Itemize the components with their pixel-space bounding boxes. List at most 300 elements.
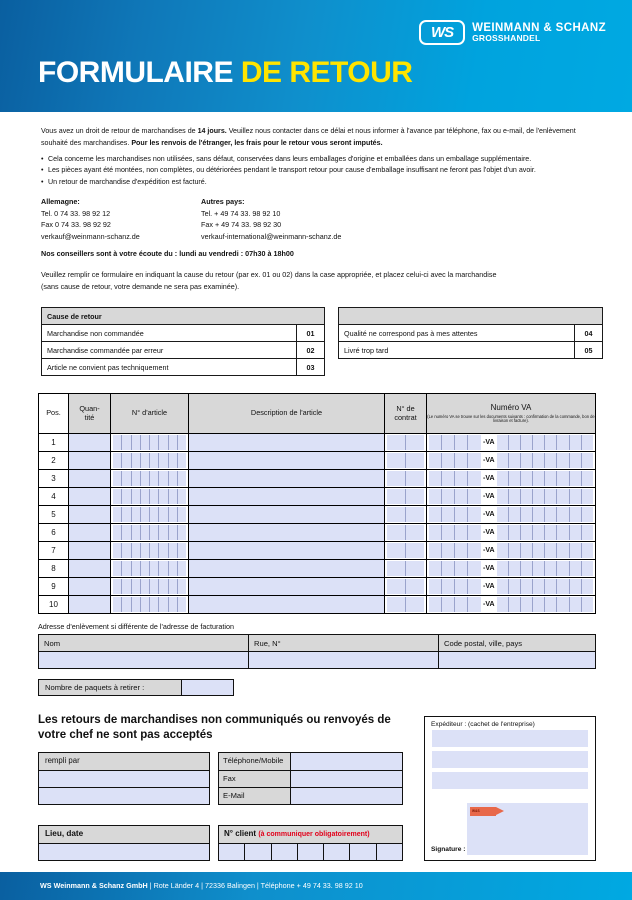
va-separator-label: -VA xyxy=(481,597,497,612)
va-suffix-comb xyxy=(497,507,593,522)
row-position: 7 xyxy=(39,542,69,560)
comb-cell xyxy=(159,579,168,594)
comb-cell xyxy=(169,597,178,612)
comb-cell xyxy=(141,597,150,612)
comb-cell xyxy=(442,471,455,486)
comb-cell xyxy=(468,507,481,522)
comb-cell xyxy=(169,543,178,558)
filled-by-label: rempli par xyxy=(39,753,209,770)
contract-number-field[interactable] xyxy=(385,578,427,596)
comb-cell xyxy=(533,453,545,468)
comb-cell xyxy=(582,507,593,522)
client-number-cell[interactable] xyxy=(298,844,324,860)
comb-cell xyxy=(582,525,593,540)
quantity-field[interactable] xyxy=(69,506,111,524)
comb-cell xyxy=(406,435,424,450)
column-header-pos: Pos. xyxy=(39,394,69,434)
description-field[interactable] xyxy=(189,524,385,542)
article-comb xyxy=(113,507,186,522)
comb-cell xyxy=(497,561,509,576)
comb-cell xyxy=(132,453,141,468)
article-number-field[interactable] xyxy=(111,506,189,524)
description-field[interactable] xyxy=(189,596,385,614)
va-number-field[interactable] xyxy=(427,524,596,542)
contact-germany xyxy=(41,196,201,243)
comb-cell xyxy=(159,597,168,612)
intro-text-2: Veuillez nous contacter dans ce délai et nous informer à l'avance par téléphone, fax ou e-mail, de l'enlèvement souhaité des marchandises. xyxy=(41,127,576,147)
comb-cell xyxy=(545,507,557,522)
table-row xyxy=(39,488,596,506)
row-position: 8 xyxy=(39,560,69,578)
comb-cell xyxy=(159,471,168,486)
va-suffix-comb xyxy=(497,435,593,450)
description-field[interactable] xyxy=(189,470,385,488)
va-number-field[interactable] xyxy=(427,452,596,470)
comb-cell xyxy=(497,471,509,486)
contract-number-field[interactable] xyxy=(385,524,427,542)
comb-cell xyxy=(545,525,557,540)
va-prefix-comb xyxy=(429,507,481,522)
comb-cell xyxy=(132,507,141,522)
description-field[interactable] xyxy=(189,542,385,560)
va-number-field[interactable] xyxy=(427,470,596,488)
contact-block xyxy=(41,196,461,243)
quantity-field[interactable] xyxy=(69,560,111,578)
page-footer xyxy=(0,872,632,900)
stamp-tag-icon xyxy=(470,807,504,816)
comb-cell xyxy=(557,471,569,486)
return-items-table xyxy=(38,393,596,614)
comb-cell xyxy=(582,597,593,612)
comb-cell xyxy=(132,561,141,576)
contract-number-field[interactable] xyxy=(385,452,427,470)
comb-cell xyxy=(557,525,569,540)
comb-cell xyxy=(455,489,468,504)
page-header xyxy=(0,0,632,112)
quantity-field[interactable] xyxy=(69,596,111,614)
comb-cell xyxy=(468,471,481,486)
comb-cell xyxy=(406,579,424,594)
comb-cell xyxy=(159,435,168,450)
comb-cell xyxy=(455,597,468,612)
va-suffix-comb xyxy=(497,489,593,504)
signature-label: Signature : xyxy=(431,846,466,853)
sender-caption: Expéditeur : (cachet de l'entreprise) xyxy=(431,721,535,728)
va-number-field[interactable] xyxy=(427,560,596,578)
comb-cell xyxy=(122,453,131,468)
comb-cell xyxy=(582,453,593,468)
comb-cell xyxy=(455,579,468,594)
comb-cell xyxy=(557,561,569,576)
comb-cell xyxy=(509,471,521,486)
comb-cell xyxy=(141,489,150,504)
article-comb xyxy=(113,453,186,468)
comb-cell xyxy=(468,543,481,558)
description-field[interactable] xyxy=(189,560,385,578)
comb-cell xyxy=(582,435,593,450)
contract-number-field[interactable] xyxy=(385,470,427,488)
comb-cell xyxy=(132,435,141,450)
comb-cell xyxy=(387,561,406,576)
article-number-field[interactable] xyxy=(111,452,189,470)
comb-cell xyxy=(557,543,569,558)
sender-box xyxy=(424,716,596,861)
instructions-line-2: (sans cause de retour, votre demande ne sera pas examinée). xyxy=(41,281,240,291)
comb-cell xyxy=(582,579,593,594)
contact-international-fax: Fax + 49 74 33. 98 92 30 xyxy=(201,220,282,230)
comb-cell xyxy=(429,435,442,450)
article-number-field[interactable] xyxy=(111,470,189,488)
client-number-cell[interactable] xyxy=(272,844,298,860)
va-number-field[interactable] xyxy=(427,578,596,596)
client-number-cell[interactable] xyxy=(377,844,402,860)
article-number-field[interactable] xyxy=(111,578,189,596)
comb-cell xyxy=(533,561,545,576)
place-date-block xyxy=(38,825,210,861)
comb-cell xyxy=(521,525,533,540)
article-number-field[interactable] xyxy=(111,524,189,542)
comb-cell xyxy=(159,489,168,504)
article-comb xyxy=(113,597,186,612)
fax-field[interactable] xyxy=(291,771,402,787)
comb-cell xyxy=(141,507,150,522)
comb-cell xyxy=(141,453,150,468)
sender-field-2[interactable] xyxy=(432,751,588,768)
comb-cell xyxy=(406,507,424,522)
table-row[interactable] xyxy=(42,359,325,376)
name-field[interactable] xyxy=(39,652,249,669)
quantity-field[interactable] xyxy=(69,524,111,542)
row-position: 1 xyxy=(39,434,69,452)
table-row xyxy=(219,787,402,804)
sender-field-1[interactable] xyxy=(432,730,588,747)
row-position: 2 xyxy=(39,452,69,470)
contract-number-field[interactable] xyxy=(385,434,427,452)
contract-number-field[interactable] xyxy=(385,560,427,578)
filled-by-field-1[interactable] xyxy=(39,770,209,787)
comb-cell xyxy=(429,453,442,468)
comb-cell xyxy=(141,435,150,450)
contract-comb xyxy=(387,471,424,486)
quantity-field[interactable] xyxy=(69,470,111,488)
comb-cell xyxy=(178,507,186,522)
column-header-quantity xyxy=(69,394,111,434)
va-prefix-comb xyxy=(429,489,481,504)
quantity-field[interactable] xyxy=(69,542,111,560)
street-field[interactable] xyxy=(249,652,439,669)
comb-cell xyxy=(455,543,468,558)
comb-cell xyxy=(169,489,178,504)
comb-cell xyxy=(533,597,545,612)
cause-code: 05 xyxy=(575,342,603,359)
va-prefix-comb xyxy=(429,579,481,594)
comb-cell xyxy=(509,507,521,522)
comb-cell xyxy=(122,561,131,576)
comb-cell xyxy=(442,435,455,450)
comb-cell xyxy=(570,597,582,612)
table-row xyxy=(39,542,596,560)
comb-cell xyxy=(468,597,481,612)
comb-cell xyxy=(406,543,424,558)
comb-cell xyxy=(169,579,178,594)
table-row[interactable] xyxy=(339,325,603,342)
comb-cell xyxy=(497,597,509,612)
comb-cell xyxy=(570,435,582,450)
comb-cell xyxy=(159,525,168,540)
article-comb xyxy=(113,561,186,576)
list-item xyxy=(41,165,603,176)
client-number-cell[interactable] xyxy=(324,844,350,860)
bullet-dot-icon: • xyxy=(41,155,44,163)
va-suffix-comb xyxy=(497,561,593,576)
comb-cell xyxy=(557,579,569,594)
comb-cell xyxy=(132,525,141,540)
comb-cell xyxy=(570,525,582,540)
table-row[interactable] xyxy=(339,342,603,359)
comb-cell xyxy=(521,471,533,486)
quantity-field[interactable] xyxy=(69,488,111,506)
client-number-cell[interactable] xyxy=(219,844,245,860)
client-number-cell[interactable] xyxy=(245,844,271,860)
description-field[interactable] xyxy=(189,488,385,506)
comb-cell xyxy=(557,507,569,522)
va-suffix-comb xyxy=(497,597,593,612)
comb-cell xyxy=(468,489,481,504)
comb-cell xyxy=(150,471,159,486)
comb-cell xyxy=(132,543,141,558)
va-prefix-comb xyxy=(429,453,481,468)
comb-cell xyxy=(455,561,468,576)
cause-label: Article ne convient pas techniquement xyxy=(42,359,297,376)
table-header-row xyxy=(39,635,596,652)
article-comb xyxy=(113,579,186,594)
contract-number-field[interactable] xyxy=(385,542,427,560)
comb-cell xyxy=(406,561,424,576)
contract-number-field[interactable] xyxy=(385,506,427,524)
va-separator-label: -VA xyxy=(481,453,497,468)
comb-cell xyxy=(497,525,509,540)
intro-bold-2: Pour les renvois de l'étranger, les frais pour le retour vous seront imputés. xyxy=(131,138,383,147)
quantity-field[interactable] xyxy=(69,434,111,452)
cause-label: Livré trop tard xyxy=(339,342,575,359)
client-number-cell[interactable] xyxy=(350,844,376,860)
va-suffix-comb xyxy=(497,453,593,468)
comb-cell xyxy=(159,561,168,576)
contract-number-field[interactable] xyxy=(385,488,427,506)
filled-by-field-2[interactable] xyxy=(39,787,209,804)
comb-cell xyxy=(387,489,406,504)
column-header-postal: Code postal, ville, pays xyxy=(439,635,596,652)
va-separator-label: -VA xyxy=(481,435,497,450)
pickup-address-table xyxy=(38,634,596,669)
table-row[interactable] xyxy=(42,325,325,342)
comb-cell xyxy=(521,489,533,504)
comb-cell xyxy=(387,471,406,486)
comb-cell xyxy=(122,489,131,504)
comb-cell xyxy=(406,453,424,468)
advisors-hours: Nos conseillers sont à votre écoute du : lundi au vendredi : 07h30 à 18h00 xyxy=(41,249,294,258)
article-number-field[interactable] xyxy=(111,596,189,614)
comb-cell xyxy=(533,489,545,504)
table-row xyxy=(39,560,596,578)
comb-cell xyxy=(497,435,509,450)
description-field[interactable] xyxy=(189,434,385,452)
comb-cell xyxy=(178,597,186,612)
va-number-field[interactable] xyxy=(427,596,596,614)
package-count-label: Nombre de paquets à retirer : xyxy=(39,680,181,695)
comb-cell xyxy=(113,579,122,594)
comb-cell xyxy=(442,525,455,540)
comb-cell xyxy=(533,525,545,540)
pickup-address-label: Adresse d'enlèvement si différente de l'adresse de facturation xyxy=(38,622,234,631)
va-number-field[interactable] xyxy=(427,542,596,560)
table-row[interactable] xyxy=(42,342,325,359)
comb-cell xyxy=(387,579,406,594)
contract-comb xyxy=(387,579,424,594)
description-field[interactable] xyxy=(189,452,385,470)
comb-cell xyxy=(582,543,593,558)
cause-code: 02 xyxy=(297,342,325,359)
comb-cell xyxy=(113,471,122,486)
row-position: 4 xyxy=(39,488,69,506)
va-suffix-comb xyxy=(497,543,593,558)
comb-cell xyxy=(533,507,545,522)
client-number-block xyxy=(218,825,403,861)
place-date-label: Lieu, date xyxy=(39,826,209,843)
comb-cell xyxy=(545,435,557,450)
comb-cell xyxy=(468,561,481,576)
intro-text-1: Vous avez un droit de retour de marchandises de xyxy=(41,127,198,135)
column-header-va-subtitle: (Le numéro VA se trouve sur les documents suivants : confirmation de la commande, bon de livraison et facture). xyxy=(427,413,595,424)
table-row xyxy=(39,524,596,542)
bullet-text: Cela concerne les marchandises non utilisées, sans défaut, conservées dans leurs emballages d'origine et emballées dans un emballage supplémentaire. xyxy=(48,155,532,163)
description-field[interactable] xyxy=(189,506,385,524)
comb-cell xyxy=(545,579,557,594)
table-row xyxy=(219,753,402,770)
cause-code: 01 xyxy=(297,325,325,342)
postal-city-country-field[interactable] xyxy=(439,652,596,669)
article-number-field[interactable] xyxy=(111,560,189,578)
article-number-field[interactable] xyxy=(111,542,189,560)
client-number-field[interactable] xyxy=(219,843,402,860)
form-instructions xyxy=(41,269,601,293)
phone-field[interactable] xyxy=(291,753,402,770)
va-prefix-comb xyxy=(429,435,481,450)
comb-cell xyxy=(169,507,178,522)
package-count-field[interactable] xyxy=(181,680,233,695)
contract-comb xyxy=(387,543,424,558)
comb-cell xyxy=(150,453,159,468)
cause-label: Marchandise commandée par erreur xyxy=(42,342,297,359)
intro-bold-1: 14 jours. xyxy=(197,127,227,135)
comb-cell xyxy=(178,489,186,504)
intro-bullet-list xyxy=(41,154,603,188)
comb-cell xyxy=(141,525,150,540)
va-number-field[interactable] xyxy=(427,506,596,524)
comb-cell xyxy=(521,453,533,468)
comb-cell xyxy=(442,597,455,612)
table-row xyxy=(39,470,596,488)
contact-international-tel: Tel. + 49 74 33. 98 92 10 xyxy=(201,208,281,218)
article-number-field[interactable] xyxy=(111,434,189,452)
client-number-note: (à communiquer obligatoirement) xyxy=(258,831,370,838)
filled-by-block xyxy=(38,752,210,805)
va-separator-label: -VA xyxy=(481,561,497,576)
comb-cell xyxy=(570,471,582,486)
comb-cell xyxy=(159,453,168,468)
quantity-field[interactable] xyxy=(69,578,111,596)
table-row xyxy=(39,652,596,669)
comb-cell xyxy=(442,579,455,594)
column-header-name: Nom xyxy=(39,635,249,652)
comb-cell xyxy=(455,471,468,486)
table-row xyxy=(39,452,596,470)
article-comb xyxy=(113,471,186,486)
intro-paragraph xyxy=(41,126,597,149)
quantity-field[interactable] xyxy=(69,452,111,470)
comb-cell xyxy=(122,435,131,450)
comb-cell xyxy=(122,525,131,540)
cause-code: 04 xyxy=(575,325,603,342)
contact-international xyxy=(201,196,361,243)
comb-cell xyxy=(387,435,406,450)
comb-cell xyxy=(169,453,178,468)
va-number-field[interactable] xyxy=(427,488,596,506)
contact-germany-heading: Allemagne: xyxy=(41,197,80,206)
comb-cell xyxy=(113,543,122,558)
list-item xyxy=(41,154,603,165)
comb-cell xyxy=(169,471,178,486)
comb-cell xyxy=(113,525,122,540)
company-logo xyxy=(419,20,606,45)
contact-international-email[interactable]: verkauf-international@weinmann-schanz.de xyxy=(201,231,342,241)
phone-label: Téléphone/Mobile xyxy=(219,753,291,770)
va-number-field[interactable] xyxy=(427,434,596,452)
comb-cell xyxy=(557,453,569,468)
comb-cell xyxy=(509,579,521,594)
comb-cell xyxy=(582,489,593,504)
fax-label: Fax xyxy=(219,771,291,787)
comb-cell xyxy=(178,543,186,558)
contract-number-field[interactable] xyxy=(385,596,427,614)
comb-cell xyxy=(132,489,141,504)
comb-cell xyxy=(387,543,406,558)
comb-cell xyxy=(545,543,557,558)
comb-cell xyxy=(570,453,582,468)
comb-cell xyxy=(509,543,521,558)
article-comb xyxy=(113,435,186,450)
logo-tagline: GROSSHANDEL xyxy=(472,33,541,44)
bullet-text: Les pièces ayant été montées, non complètes, ou détériorées pendant le transport retour pour cause d'emballage insuffisant ne feront pas l'objet d'un avoir. xyxy=(48,166,536,175)
email-field[interactable] xyxy=(291,788,402,804)
article-number-field[interactable] xyxy=(111,488,189,506)
comb-cell xyxy=(429,579,442,594)
bullet-dot-icon: • xyxy=(41,177,44,186)
cause-table-header: Cause de retour xyxy=(42,308,325,325)
place-date-field[interactable] xyxy=(39,843,209,860)
contact-germany-email[interactable]: verkauf@weinmann-schanz.de xyxy=(41,231,140,241)
comb-cell xyxy=(521,579,533,594)
description-field[interactable] xyxy=(189,578,385,596)
sender-field-3[interactable] xyxy=(432,772,588,789)
package-count-row xyxy=(38,679,234,696)
comb-cell xyxy=(132,597,141,612)
column-header-va xyxy=(427,394,596,434)
comb-cell xyxy=(497,489,509,504)
comb-cell xyxy=(570,507,582,522)
column-header-va-title: Numéro VA xyxy=(490,402,532,412)
va-suffix-comb xyxy=(497,579,593,594)
